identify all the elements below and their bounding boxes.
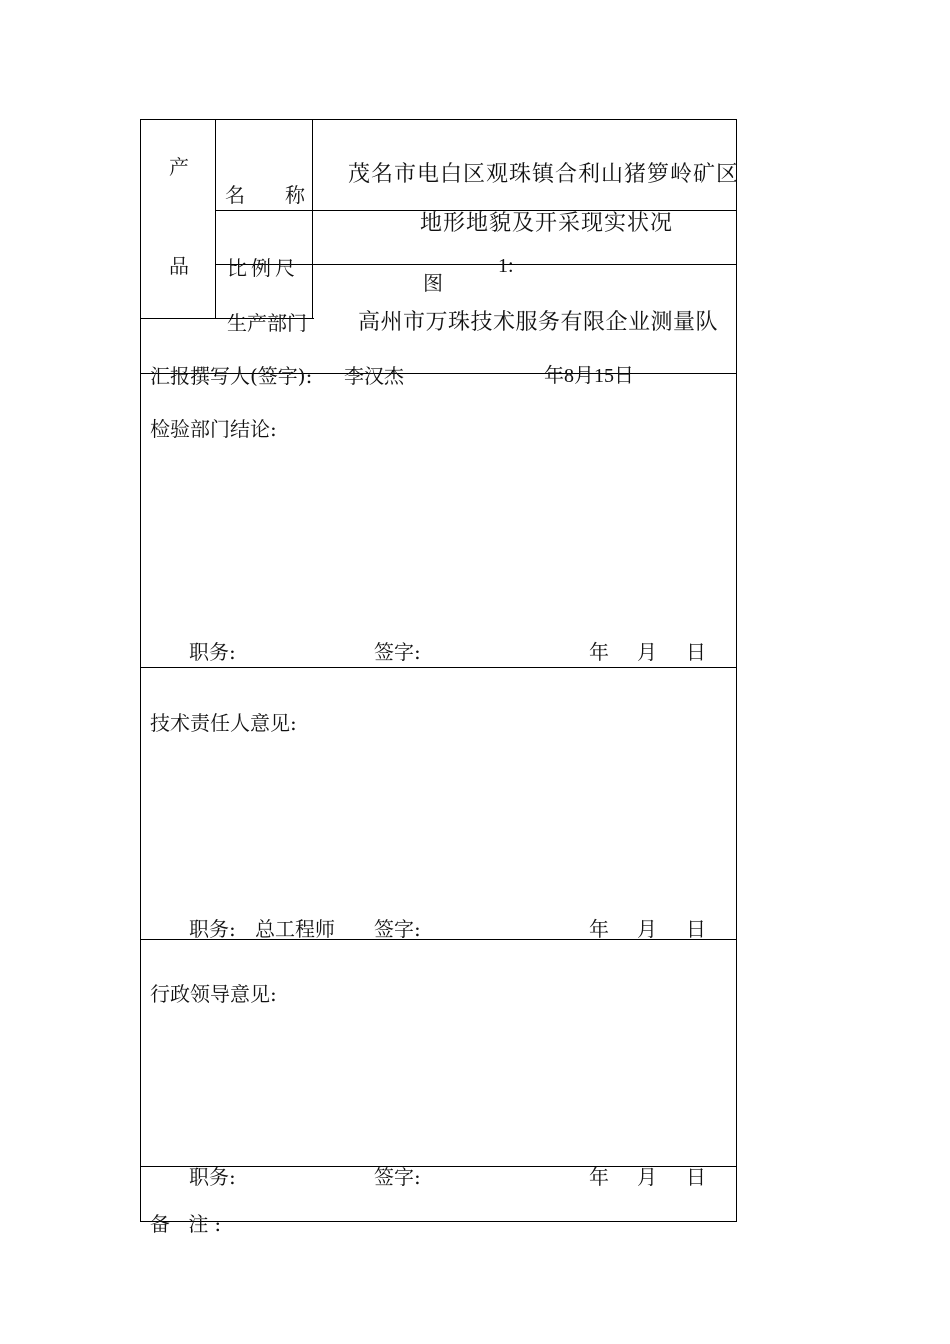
- writer-name: 李汉杰: [344, 364, 404, 388]
- admin-lead-position-label: 职务:: [189, 1165, 236, 1189]
- dept-value: 高州市万珠技术服务有限企业测量队: [358, 310, 719, 335]
- table-left-border: [140, 119, 141, 1222]
- product-name-line3: 图: [423, 271, 443, 295]
- tech-lead-position-label: 职务:: [189, 917, 236, 941]
- name-label-ming: 名: [225, 183, 245, 207]
- dept-label: 生产部门: [227, 311, 307, 335]
- product-name-line2: 地形地貌及开采现实状况: [420, 211, 674, 236]
- inspection-position-label: 职务:: [189, 640, 236, 664]
- admin-lead-day: 日: [686, 1165, 706, 1189]
- tech-lead-month: 月: [637, 917, 657, 941]
- product-label-chan: 产: [169, 155, 189, 179]
- name-label-cheng: 称: [285, 183, 305, 207]
- inspection-bottom: [140, 667, 737, 668]
- inspection-title: 检验部门结论:: [150, 417, 277, 441]
- label-col-divider: [312, 119, 313, 319]
- scale-value: 1:: [498, 255, 514, 277]
- table-top-border: [140, 119, 737, 120]
- tech-lead-day: 日: [686, 917, 706, 941]
- tech-lead-year: 年: [589, 917, 609, 941]
- tech-lead-sign-label: 签字:: [374, 917, 421, 941]
- inspection-sign-label: 签字:: [374, 640, 421, 664]
- tech-lead-title: 技术责任人意见:: [150, 711, 297, 735]
- inspection-month: 月: [637, 640, 657, 664]
- inspection-day: 日: [686, 640, 706, 664]
- inspection-year: 年: [589, 640, 609, 664]
- admin-lead-month: 月: [637, 1165, 657, 1189]
- remarks-label: 备 注:: [150, 1212, 228, 1236]
- table-bottom-border: [140, 1221, 737, 1222]
- writer-date: 年8月15日: [544, 365, 634, 387]
- scale-label: 比例尺: [227, 256, 299, 280]
- product-name-line1: 茂名市电白区观珠镇合利山猪箩岭矿区: [348, 162, 740, 187]
- tech-lead-position-value: 总工程师: [255, 917, 335, 941]
- admin-lead-sign-label: 签字:: [374, 1165, 421, 1189]
- writer-label: 汇报撰写人(签字):: [150, 364, 313, 388]
- product-label-pin: 品: [169, 254, 189, 278]
- admin-lead-year: 年: [589, 1165, 609, 1189]
- table-right-border: [736, 119, 737, 1222]
- product-col-divider: [215, 119, 216, 319]
- admin-lead-title: 行政领导意见:: [150, 982, 277, 1006]
